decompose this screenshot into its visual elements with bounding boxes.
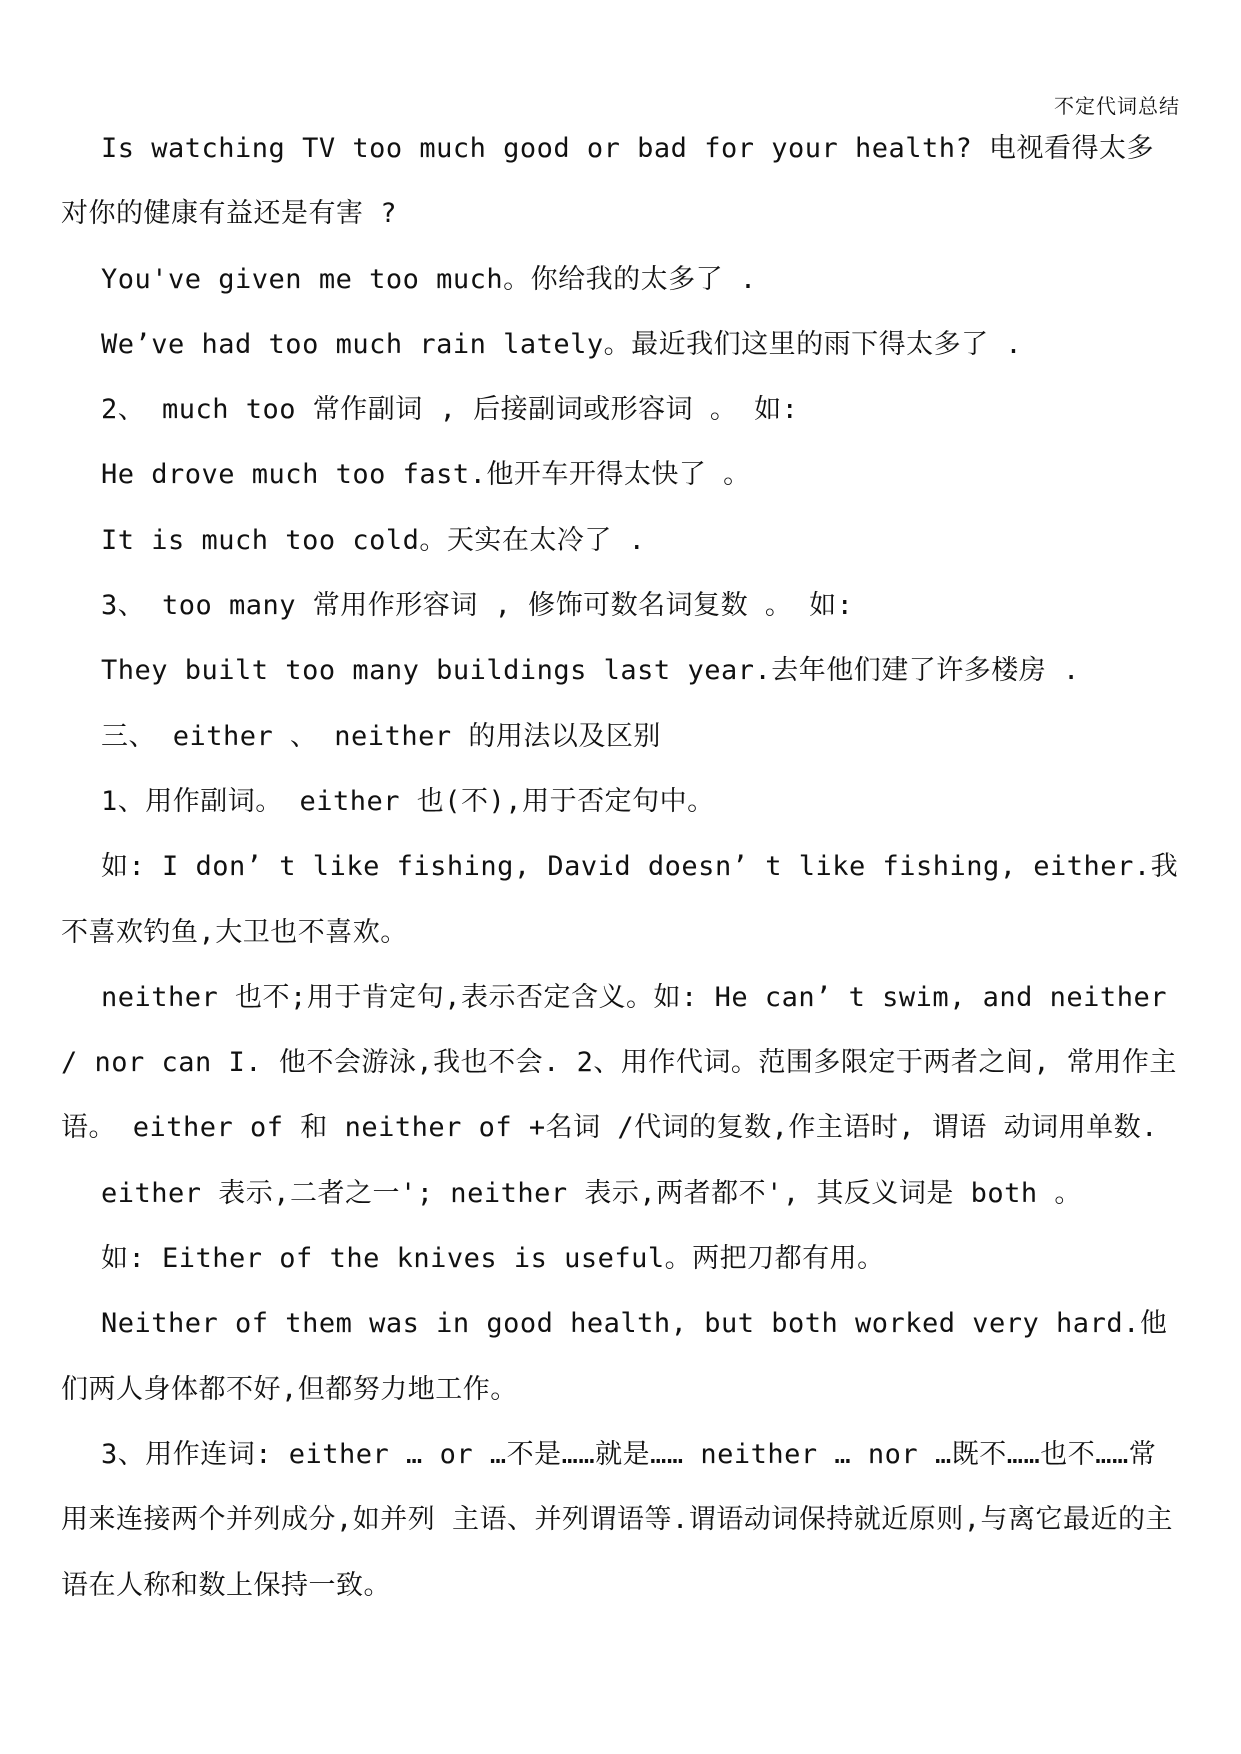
paragraph: Is watching TV too much good or bad for your health? 电视看得太多对你的健康有益还是有害 ? bbox=[61, 133, 1155, 230]
document-body bbox=[61, 116, 1181, 1618]
page-header: 不定代词总结 bbox=[1054, 94, 1180, 118]
paragraph: 三、 either 、 neither 的用法以及区别 bbox=[101, 720, 661, 752]
paragraph: 如: I don’ t like fishing, David doesn’ t like fishing, either.我不喜欢钓鱼,大卫也不喜欢。 bbox=[61, 851, 1179, 948]
paragraph: 2、 much too 常作副词 , 后接副词或形容词 。 如: bbox=[101, 394, 799, 426]
paragraph: 如: Either of the knives is useful。两把刀都有用。 bbox=[101, 1243, 885, 1275]
paragraph: neither 也不;用于肯定句,表示否定含义。如: He can’ t swim, and neither / nor can I. 他不会游泳,我也不会. 2、用作代词。范围多限定于两者之间, 常用作主语。 either of 和 neither of +名词 /代词的复数,作主语时, 谓语 动词用单数. bbox=[61, 981, 1177, 1144]
paragraph: 3、 too many 常用作形容词 , 修饰可数名词复数 。 如: bbox=[101, 590, 854, 622]
paragraph: You've given me too much。你给我的太多了 . bbox=[101, 263, 757, 295]
paragraph: 3、用作连词: either … or …不是……就是…… neither … nor …既不……也不……常用来连接两个并列成分,如并列 主语、并列谓语等.谓语动词保持就近原则,与离它最近的主语在人称和数上保持一致。 bbox=[61, 1438, 1174, 1601]
paragraph: It is much too cold。天实在太冷了 . bbox=[101, 524, 646, 556]
paragraph: We’ve had too much rain lately。最近我们这里的雨下得太多了 . bbox=[101, 328, 1023, 360]
paragraph: 1、用作副词。 either 也(不),用于否定句中。 bbox=[101, 785, 715, 817]
paragraph: Neither of them was in good health, but both worked very hard.他们两人身体都不好,但都努力地工作。 bbox=[61, 1308, 1168, 1405]
paragraph: They built too many buildings last year.去年他们建了许多楼房 . bbox=[101, 655, 1080, 687]
paragraph: either 表示,二者之一'; neither 表示,两者都不', 其反义词是 both 。 bbox=[101, 1177, 1082, 1209]
paragraph: He drove much too fast.他开车开得太快了 。 bbox=[101, 459, 751, 491]
